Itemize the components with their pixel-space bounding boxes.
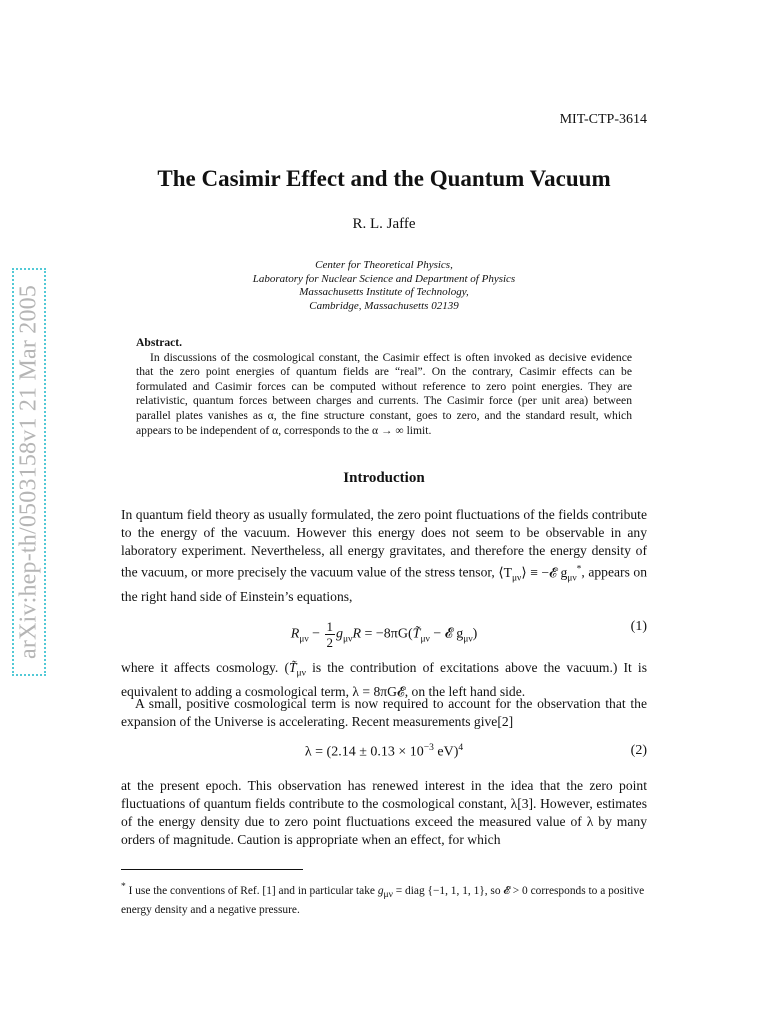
author-name: R. L. Jaffe <box>352 216 416 232</box>
body-paragraph: where it affects cosmology. ($T̃_{\mu\nu}$ is the contribution of excitations above the vacuum.) It is equivalent to adding a cosmological term, λ = 8πG𝓔, on the left hand side. <box>121 660 648 699</box>
body-paragraph: A small, positive cosmological term is now required to account for the observation that the expansion of the Universe is accelerating. Recent measurements give[2] <box>121 696 647 730</box>
affiliation-line: Center for Theoretical Physics, <box>315 259 453 271</box>
affiliation-line: Massachusetts Institute of Technology, <box>299 286 469 299</box>
equation-number: (1) <box>630 619 647 634</box>
footnote-divider <box>121 869 303 870</box>
inline-formula: $⟨T_{\mu\nu}⟩$ ≡ −𝓔 $g_{\mu\nu}^*$ <box>498 564 582 584</box>
footnote: * I use the conventions of Ref. [1] and in particular take $g_{\mu\nu}$ = diag {−1, 1, 1, 1}, so 𝓔 > 0 corresponds to a positive energy density and a negative pressure. <box>121 882 645 917</box>
affiliation-line: Cambridge, Massachusetts 02139 <box>309 299 459 312</box>
affiliation-line: Laboratory for Nuclear Science and Department of Physics <box>252 272 516 285</box>
paragraph-text: , appears on the right hand side of Einstein’s equations, <box>121 564 648 604</box>
report-number: MIT-CTP-3614 <box>559 112 647 127</box>
section-heading: Introduction <box>343 470 425 486</box>
arxiv-stamp-text: arXiv:hep-th/0503158v1 21 Mar 2005 <box>15 284 42 660</box>
body-paragraph <box>121 506 647 606</box>
inline-formula: λ = 8πG𝓔 <box>352 683 405 699</box>
affiliation-block <box>0 259 768 313</box>
paragraph-text: In quantum field theory as usually formulated, the zero point fluctuations of the fields contribute to the energy of the vacuum. However this energy does not seem to be observable in any laboratory experiment. Nevertheless, all energy gravitates, and therefore the energy density of the vacuum, or more precisely the vacuum value of the stress tensor, <box>121 507 647 580</box>
equation-number: (2) <box>630 743 647 758</box>
footnote-marker[interactable]: * <box>576 564 582 575</box>
equation-body: $R_{\mu\nu}$ − $\frac{1}{2}$ $g_{\mu\nu}R$ = $-8\pi G(T̃_{\mu\nu}$ − 𝓔 $g_{\mu\nu}$) <box>290 619 478 650</box>
abstract-heading: Abstract. <box>136 336 183 349</box>
abstract-text: In discussions of the cosmological constant, the Casimir effect is often invoked as decisive evidence that the zero point energies of quantum fields are “real”. On the contrary, Casimir effects can be formulated and Casimir forces can be computed without reference to zero point energies. They are relativistic, quantum forces between charges and currents. The Casimir force (per unit area) between parallel plates vanishes as α, the fine structure constant, goes to zero, and the standard result, which appears to be independent of α, corresponds to the α → ∞ limit. <box>136 350 632 437</box>
abstract <box>136 336 632 438</box>
body-paragraph: at the present epoch. This observation has renewed interest in the idea that the zero point fluctuations of quantum fields contribute to the cosmological constant, λ[3]. However, estimates of the energy density due to zero point fluctuations exceed the measured value of λ by many orders of magnitude. Caution is appropriate when an effect, for which <box>121 778 647 848</box>
equation-2 <box>121 743 647 763</box>
equation-body: $\lambda = (2.14 \pm 0.13 \times 10^{-3}$ eV)$^4$ <box>304 743 464 760</box>
fraction: $\frac{1}{2}$ <box>326 619 334 650</box>
equation-1 <box>121 610 647 650</box>
footnote-marker: * <box>121 882 126 892</box>
paper-title: The Casimir Effect and the Quantum Vacuum <box>157 166 611 191</box>
